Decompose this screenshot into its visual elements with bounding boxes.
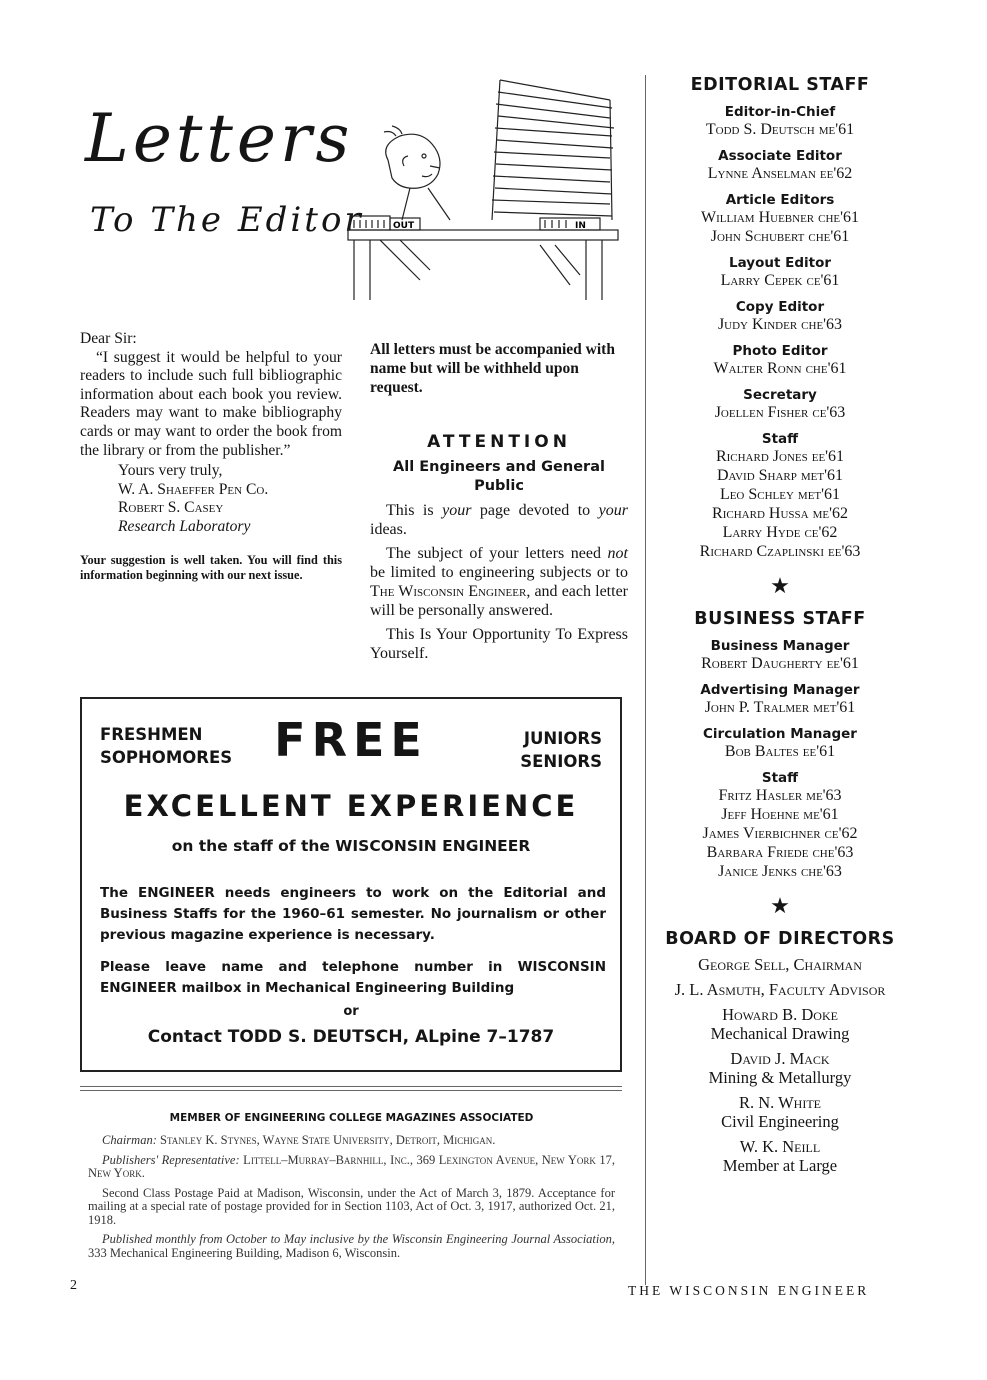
board-member-role: Mining & Metallurgy	[708, 1068, 852, 1087]
letter-salutation: Dear Sir:	[80, 330, 137, 347]
notice-subheading: All Engineers and General Public	[393, 459, 605, 494]
ad-free-heading: FREE	[274, 713, 428, 767]
text-run: This is	[386, 502, 443, 519]
letter-signature-name: Robert S. Casey	[118, 499, 224, 517]
ad-staff-line: on the staff of the WISCONSIN ENGINEER	[171, 837, 531, 855]
member-published	[88, 1233, 615, 1260]
text-run: ideas.	[370, 521, 407, 538]
board-member-name: W. K. Neill	[739, 1137, 821, 1156]
staff-role: Article Editors	[725, 192, 835, 208]
letter-signature-company: W. A. Shaeffer Pen Co.	[118, 480, 269, 498]
staff-name: Richard Hussa me'62	[712, 505, 848, 522]
footer-magazine-name: THE WISCONSIN ENGINEER	[628, 1283, 870, 1298]
page-title: Letters	[85, 100, 354, 177]
divider-rule	[80, 1090, 622, 1091]
board-member	[660, 1049, 900, 1087]
ad-class-label: JUNIORS	[523, 729, 602, 748]
divider-rule	[80, 1086, 622, 1087]
in-tray-label: IN	[575, 221, 586, 231]
staff-name: Larry Cepek ce'61	[720, 272, 840, 289]
staff-role: Circulation Manager	[703, 726, 857, 742]
text-run-italic: your	[442, 502, 472, 519]
ad-needs-paragraph: The ENGINEER needs engineers to work on the Editorial and Business Staffs for the 1960–61 semester. No journalism or other previous magazine experience is necessary.	[100, 885, 606, 943]
masthead-column	[660, 75, 900, 1175]
staff-role: Layout Editor	[728, 255, 832, 271]
letter-closing: Yours very truly,	[118, 462, 223, 480]
ad-or: or	[343, 1004, 359, 1019]
member-heading: MEMBER OF ENGINEERING COLLEGE MAGAZINES ASSOCIATED	[169, 1112, 534, 1124]
ad-leave-paragraph: Please leave name and telephone number in WISCONSIN ENGINEER mailbox in Mechanical Engineering Building	[100, 959, 606, 996]
board-member-name: Howard B. Doke	[722, 1005, 838, 1024]
star-separator-icon: ★	[770, 573, 790, 598]
text-run-italic: your	[598, 502, 628, 519]
member-chairman	[88, 1134, 615, 1148]
staff-name: Richard Jones ee'61	[715, 448, 845, 465]
ad-class-label: FRESHMEN	[100, 725, 203, 744]
staff-name: William Huebner che'61	[700, 209, 860, 226]
board-member	[660, 1137, 900, 1175]
staff-role: Staff	[761, 431, 799, 447]
staff-name: Walter Ronn che'61	[713, 360, 847, 377]
notice-heading: ATTENTION	[427, 432, 571, 452]
label-italic: Publishers' Representative:	[102, 1152, 240, 1167]
board-member-role: Mechanical Drawing	[710, 1024, 850, 1043]
staff-name: John P. Tralmer met'61	[704, 699, 856, 716]
text-run: be limited to engineering subjects or to	[370, 564, 628, 581]
ad-class-label: SENIORS	[520, 752, 602, 771]
staff-name: Richard Czaplinski ee'63	[699, 543, 861, 560]
page-subtitle: To The Editor	[90, 200, 364, 240]
board-member	[660, 1093, 900, 1131]
staff-name: Bob Baltes ee'61	[724, 743, 836, 760]
board-member-name: R. N. White	[738, 1093, 822, 1112]
board-member	[660, 1005, 900, 1043]
text-run-italic: not	[607, 545, 628, 562]
letter-column	[80, 330, 342, 584]
staff-name: Judy Kinder che'63	[717, 316, 843, 333]
member-text	[88, 1134, 615, 1266]
member-postage: Second Class Postage Paid at Madison, Wisconsin, under the Act of March 3, 1879. Acceptance for mailing at a special rate of postage provided for in Section 1103, Act of Oct. 3, 1917, authorized Oct. 21, 1918.	[88, 1185, 615, 1227]
board-heading: BOARD OF DIRECTORS	[665, 929, 895, 949]
letter-signature-department: Research Laboratory	[118, 517, 251, 535]
staff-role: Advertising Manager	[700, 682, 860, 698]
staff-name: David Sharp met'61	[717, 467, 843, 484]
ad-class-label: SOPHOMORES	[100, 748, 233, 767]
recruitment-ad-box	[80, 697, 622, 1072]
business-staff-heading: BUSINESS STAFF	[694, 609, 866, 629]
text-run: , and each letter will be personally answered.	[370, 583, 628, 619]
label-italic: Chairman:	[102, 1133, 157, 1147]
staff-role: Staff	[761, 770, 799, 786]
board-member	[660, 955, 900, 974]
staff-name: Larry Hyde ce'62	[722, 524, 838, 541]
staff-name: Janice Jenks che'63	[718, 863, 842, 880]
ad-experience-heading: EXCELLENT EXPERIENCE	[123, 789, 579, 823]
magazine-name: The Wisconsin Engineer	[370, 583, 527, 600]
page-number: 2	[70, 1278, 77, 1293]
staff-name: Lynne Anselman ee'62	[707, 165, 853, 182]
board-member-name: David J. Mack	[730, 1049, 830, 1068]
board-member	[660, 980, 900, 999]
staff-name: Fritz Hasler me'63	[718, 787, 842, 804]
staff-role: Secretary	[743, 387, 817, 403]
text-run: 333 Mechanical Engineering Building, Madison 6, Wisconsin.	[88, 1245, 401, 1260]
out-tray-label: OUT	[393, 221, 415, 231]
editorial-staff-heading: EDITORIAL STAFF	[690, 75, 870, 95]
ad-right-classes	[520, 727, 602, 773]
staff-name: John Schubert che'61	[710, 228, 850, 245]
staff-name: Robert Daugherty ee'61	[701, 655, 859, 672]
member-publishers-rep	[88, 1154, 615, 1181]
text-run: The subject of your letters need	[386, 545, 608, 562]
staff-role: Editor-in-Chief	[724, 104, 836, 120]
staff-name: Jeff Hoehne me'61	[721, 806, 839, 823]
staff-name: Leo Schley met'61	[719, 486, 841, 503]
ad-contact: Contact TODD S. DEUTSCH, ALpine 7–1787	[147, 1027, 555, 1047]
staff-name: Joellen Fisher ce'63	[714, 404, 846, 421]
column-divider	[645, 75, 646, 1285]
board-member-name: George Sell, Chairman	[698, 955, 862, 974]
text-run: Littell–Murray–Barnhill, Inc., 369 Lexington Avenue, New York 17, New York.	[88, 1152, 615, 1180]
board-member-role: Member at Large	[722, 1156, 838, 1175]
text-run: page devoted to	[471, 502, 599, 519]
staff-name: Barbara Friede che'63	[706, 844, 854, 861]
notice-requirement: All letters must be accompanied with name but will be withheld upon request.	[370, 341, 615, 396]
staff-name: James Vierbichner ce'62	[702, 825, 858, 842]
staff-role: Business Manager	[710, 638, 850, 654]
notice-paragraph-1	[370, 501, 628, 539]
letter-body: “I suggest it would be helpful to your readers to include such full bibliographic information about each book you review. Readers may want to make bibliography cards or may want to order the book from the library or from the publisher.”	[80, 348, 342, 459]
staff-name: Todd S. Deutsch me'61	[705, 121, 855, 138]
star-separator-icon: ★	[770, 893, 790, 918]
staff-role: Copy Editor	[735, 299, 825, 315]
staff-role: Associate Editor	[718, 148, 842, 164]
notice-paragraph-3: This Is Your Opportunity To Express Yourself.	[370, 626, 628, 662]
board-member-name: J. L. Asmuth, Faculty Advisor	[674, 980, 886, 999]
label-italic: Published monthly from October to May inclusive by the Wisconsin Engineering Journal Association,	[102, 1232, 615, 1246]
board-member-role: Civil Engineering	[721, 1112, 839, 1131]
notice-column	[370, 340, 628, 663]
text-run: Stanley K. Stynes, Wayne State University, Detroit, Michigan.	[156, 1133, 496, 1147]
editor-reply: Your suggestion is well taken. You will find this information beginning with our next issue.	[80, 552, 342, 583]
notice-paragraph-2	[370, 544, 628, 620]
staff-role: Photo Editor	[732, 343, 828, 359]
editor-cartoon-illustration	[340, 70, 630, 310]
